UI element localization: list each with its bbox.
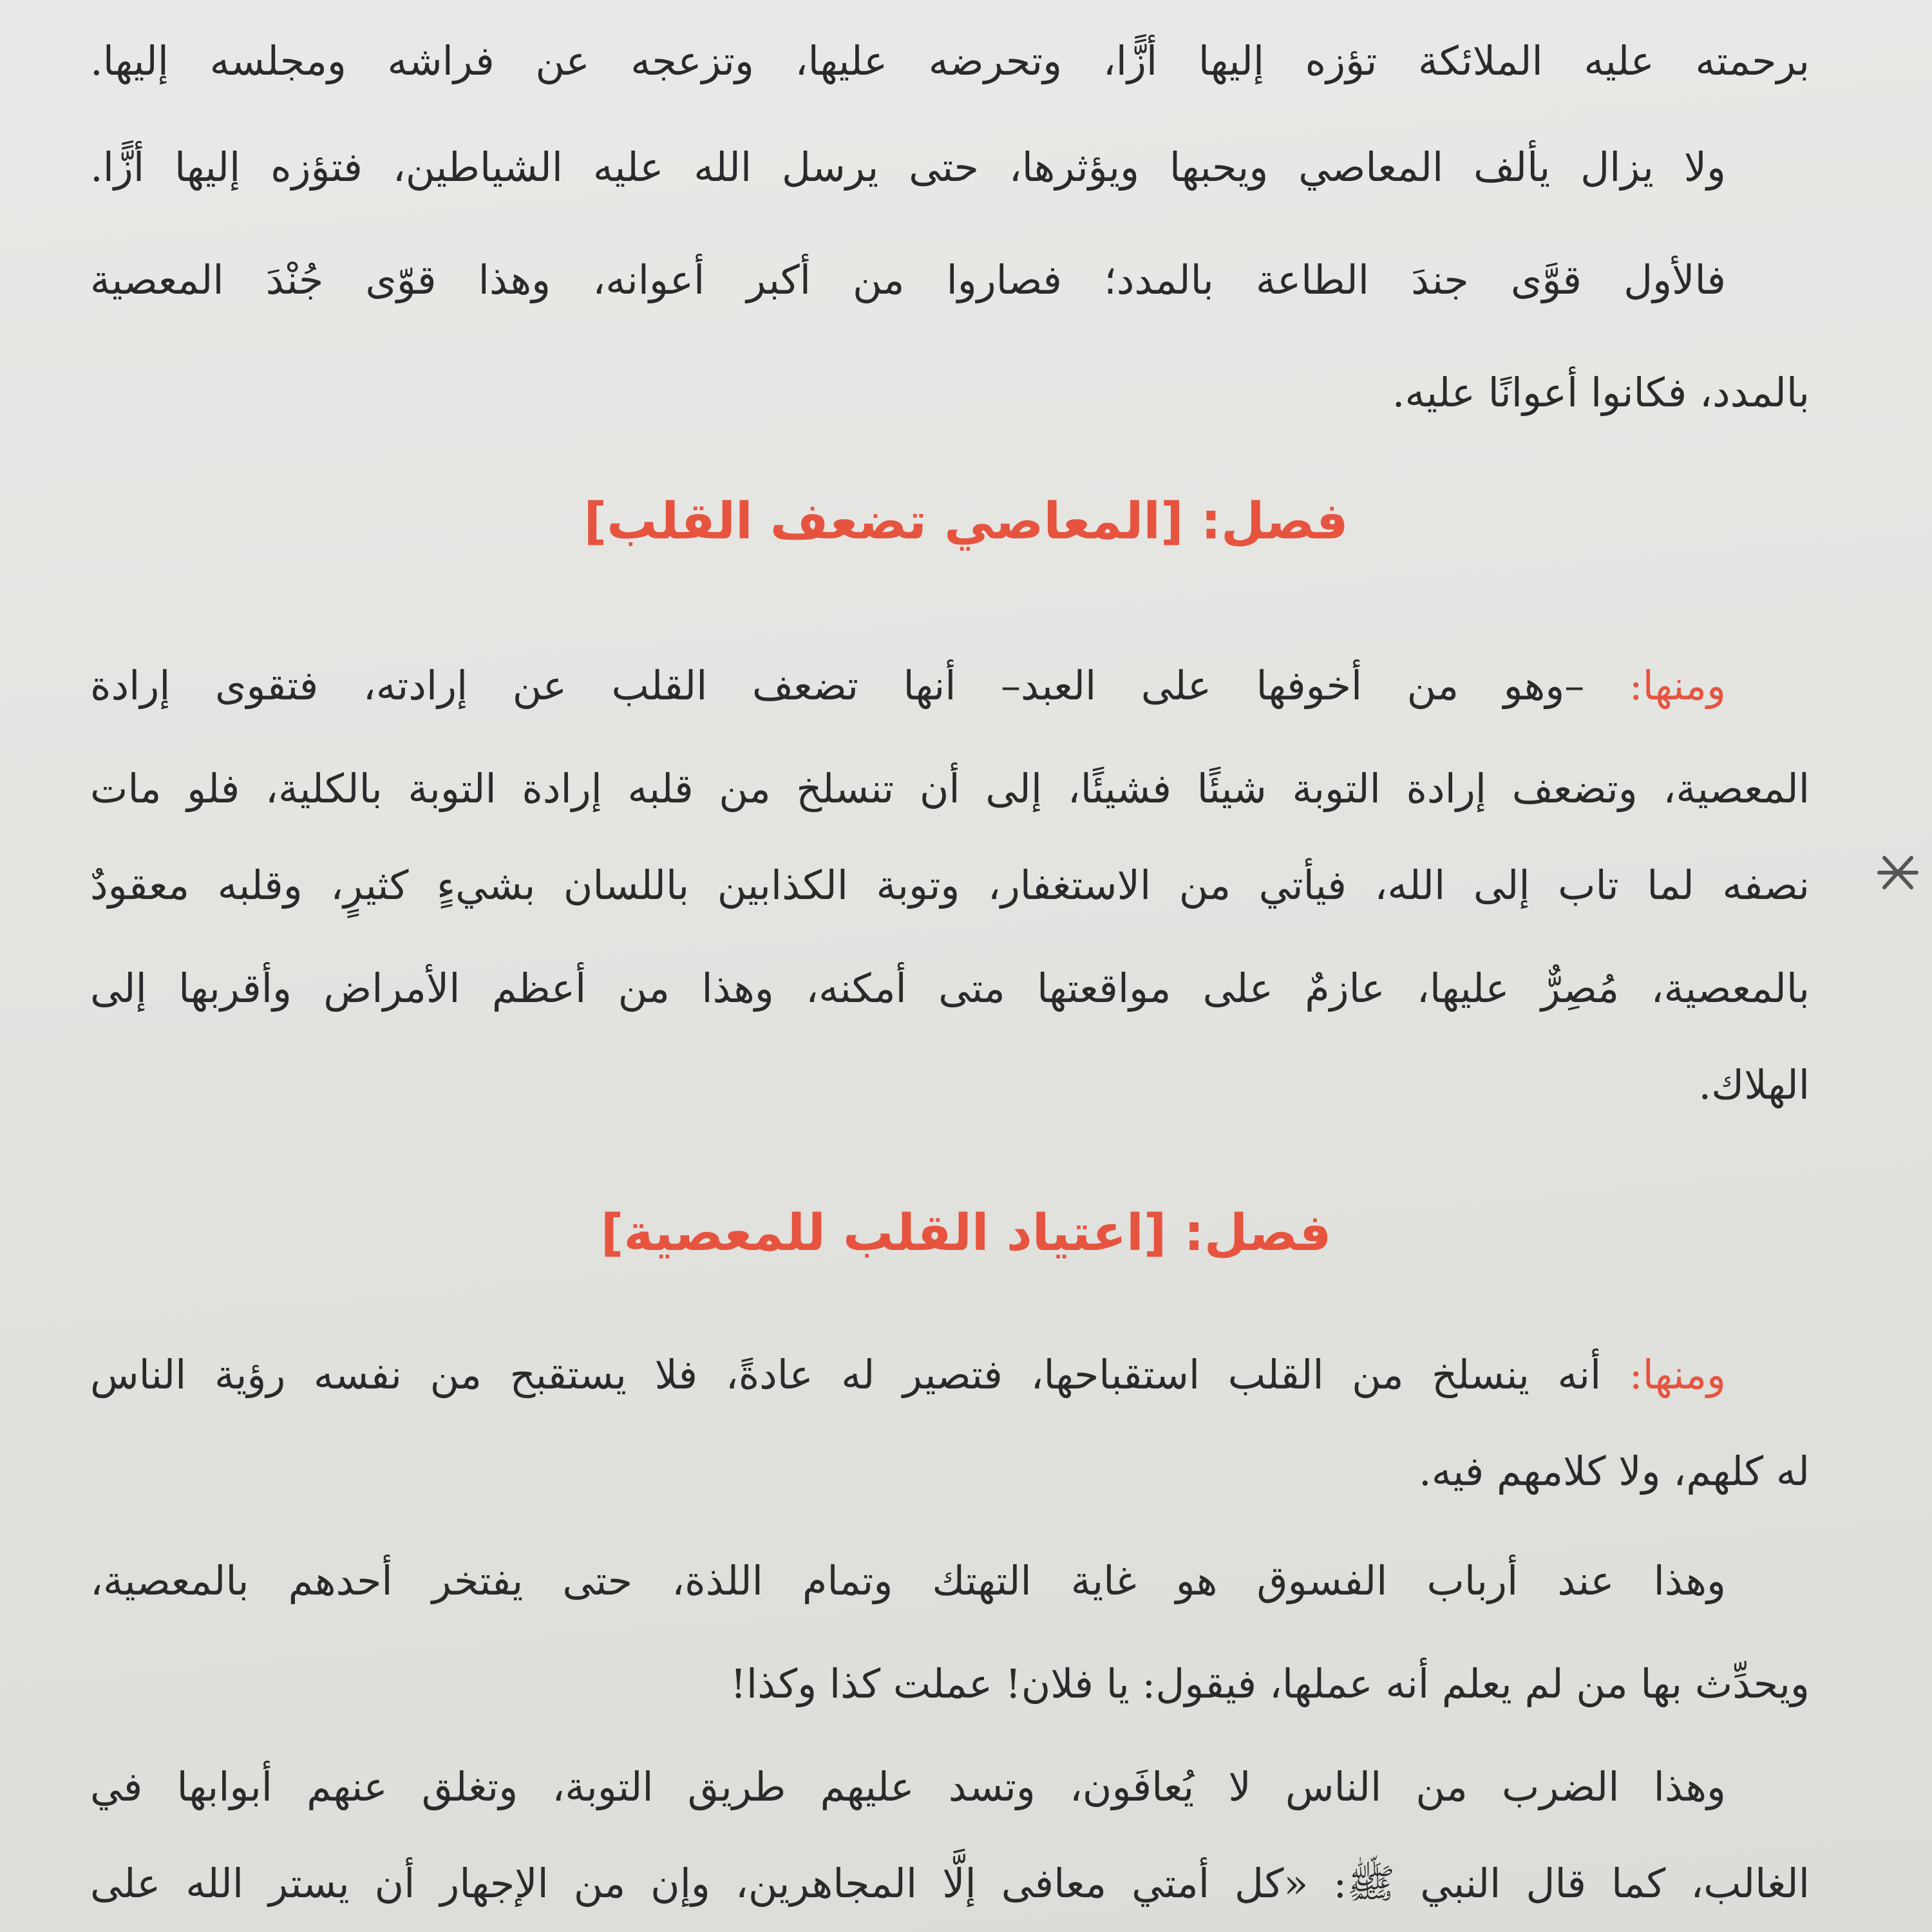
section-heading: فصل: [المعاصي تضعف القلب] <box>583 493 1349 551</box>
line-text: أنه ينسلخ من القلب استقباحها، فتصير له عادةً، فلا يستقبح من نفسه رؤية الناس <box>90 1351 1602 1398</box>
paragraph-line: ويحدِّث بها من لم يعلم أنه عملها، فيقول: يا فلان! عملت كذا وكذا! <box>730 1660 1810 1707</box>
lead-word: ومنها: <box>1629 662 1726 709</box>
paragraph-line: نصفه لما تاب إلى الله، فيأتي من الاستغفار، وتوبة الكذابين باللسان بشيءٍ كثيرٍ، وقلبه معقودٌ <box>90 862 1810 909</box>
paragraph-line: له كلهم، ولا كلامهم فيه. <box>1418 1448 1810 1495</box>
paragraph-line: ولا يزال يألف المعاصي ويحبها ويؤثرها، حتى يرسل الله عليه الشياطين، فتؤزه إليها أزًّا. <box>90 144 1726 191</box>
paragraph-line: وهذا الضرب من الناس لا يُعافَون، وتسد عليهم طريق التوبة، وتغلق عنهم أبوابها في <box>90 1763 1726 1810</box>
paragraph-line: الهلاك. <box>1698 1061 1810 1108</box>
section-heading: فصل: [اعتياد القلب للمعصية] <box>600 1204 1332 1262</box>
paragraph-line: برحمته عليه الملائكة تؤزه إليها أزًّا، وتحرضه عليها، وتزعجه عن فراشه ومجلسه إليها. <box>90 37 1810 84</box>
paragraph-line: الغالب، كما قال النبي ﷺ: «كل أمتي معافى إلَّا المجاهرين، وإن من الإجهار أن يستر الله على <box>90 1860 1810 1907</box>
line-text: –وهو من أخوفها على العبد– أنها تضعف القلب عن إرادته، فتقوى إرادة <box>90 662 1585 709</box>
margin-asterisk-icon <box>1875 850 1920 895</box>
paragraph-line: بالمعصية، مُصِرٌّ عليها، عازمٌ على مواقعتها متى أمكنه، وهذا من أعظم الأمراض وأقربها إلى <box>90 965 1810 1012</box>
paragraph-line <box>90 1340 1726 1410</box>
paragraph-line: بالمدد، فكانوا أعوانًا عليه. <box>1392 369 1810 416</box>
paragraph-line: وهذا عند أرباب الفسوق هو غاية التهتك وتمام اللذة، حتى يفتخر أحدهم بالمعصية، <box>90 1557 1726 1604</box>
paragraph-line <box>90 650 1726 721</box>
paragraph-line: فالأول قوَّى جندَ الطاعة بالمدد؛ فصاروا من أكبر أعوانه، وهذا قوّى جُنْدَ المعصية <box>90 256 1726 303</box>
lead-word: ومنها: <box>1629 1351 1726 1398</box>
paragraph-line: المعصية، وتضعف إرادة التوبة شيئًا فشيئًا، إلى أن تنسلخ من قلبه إرادة التوبة بالكلية، فلو مات <box>90 765 1810 812</box>
